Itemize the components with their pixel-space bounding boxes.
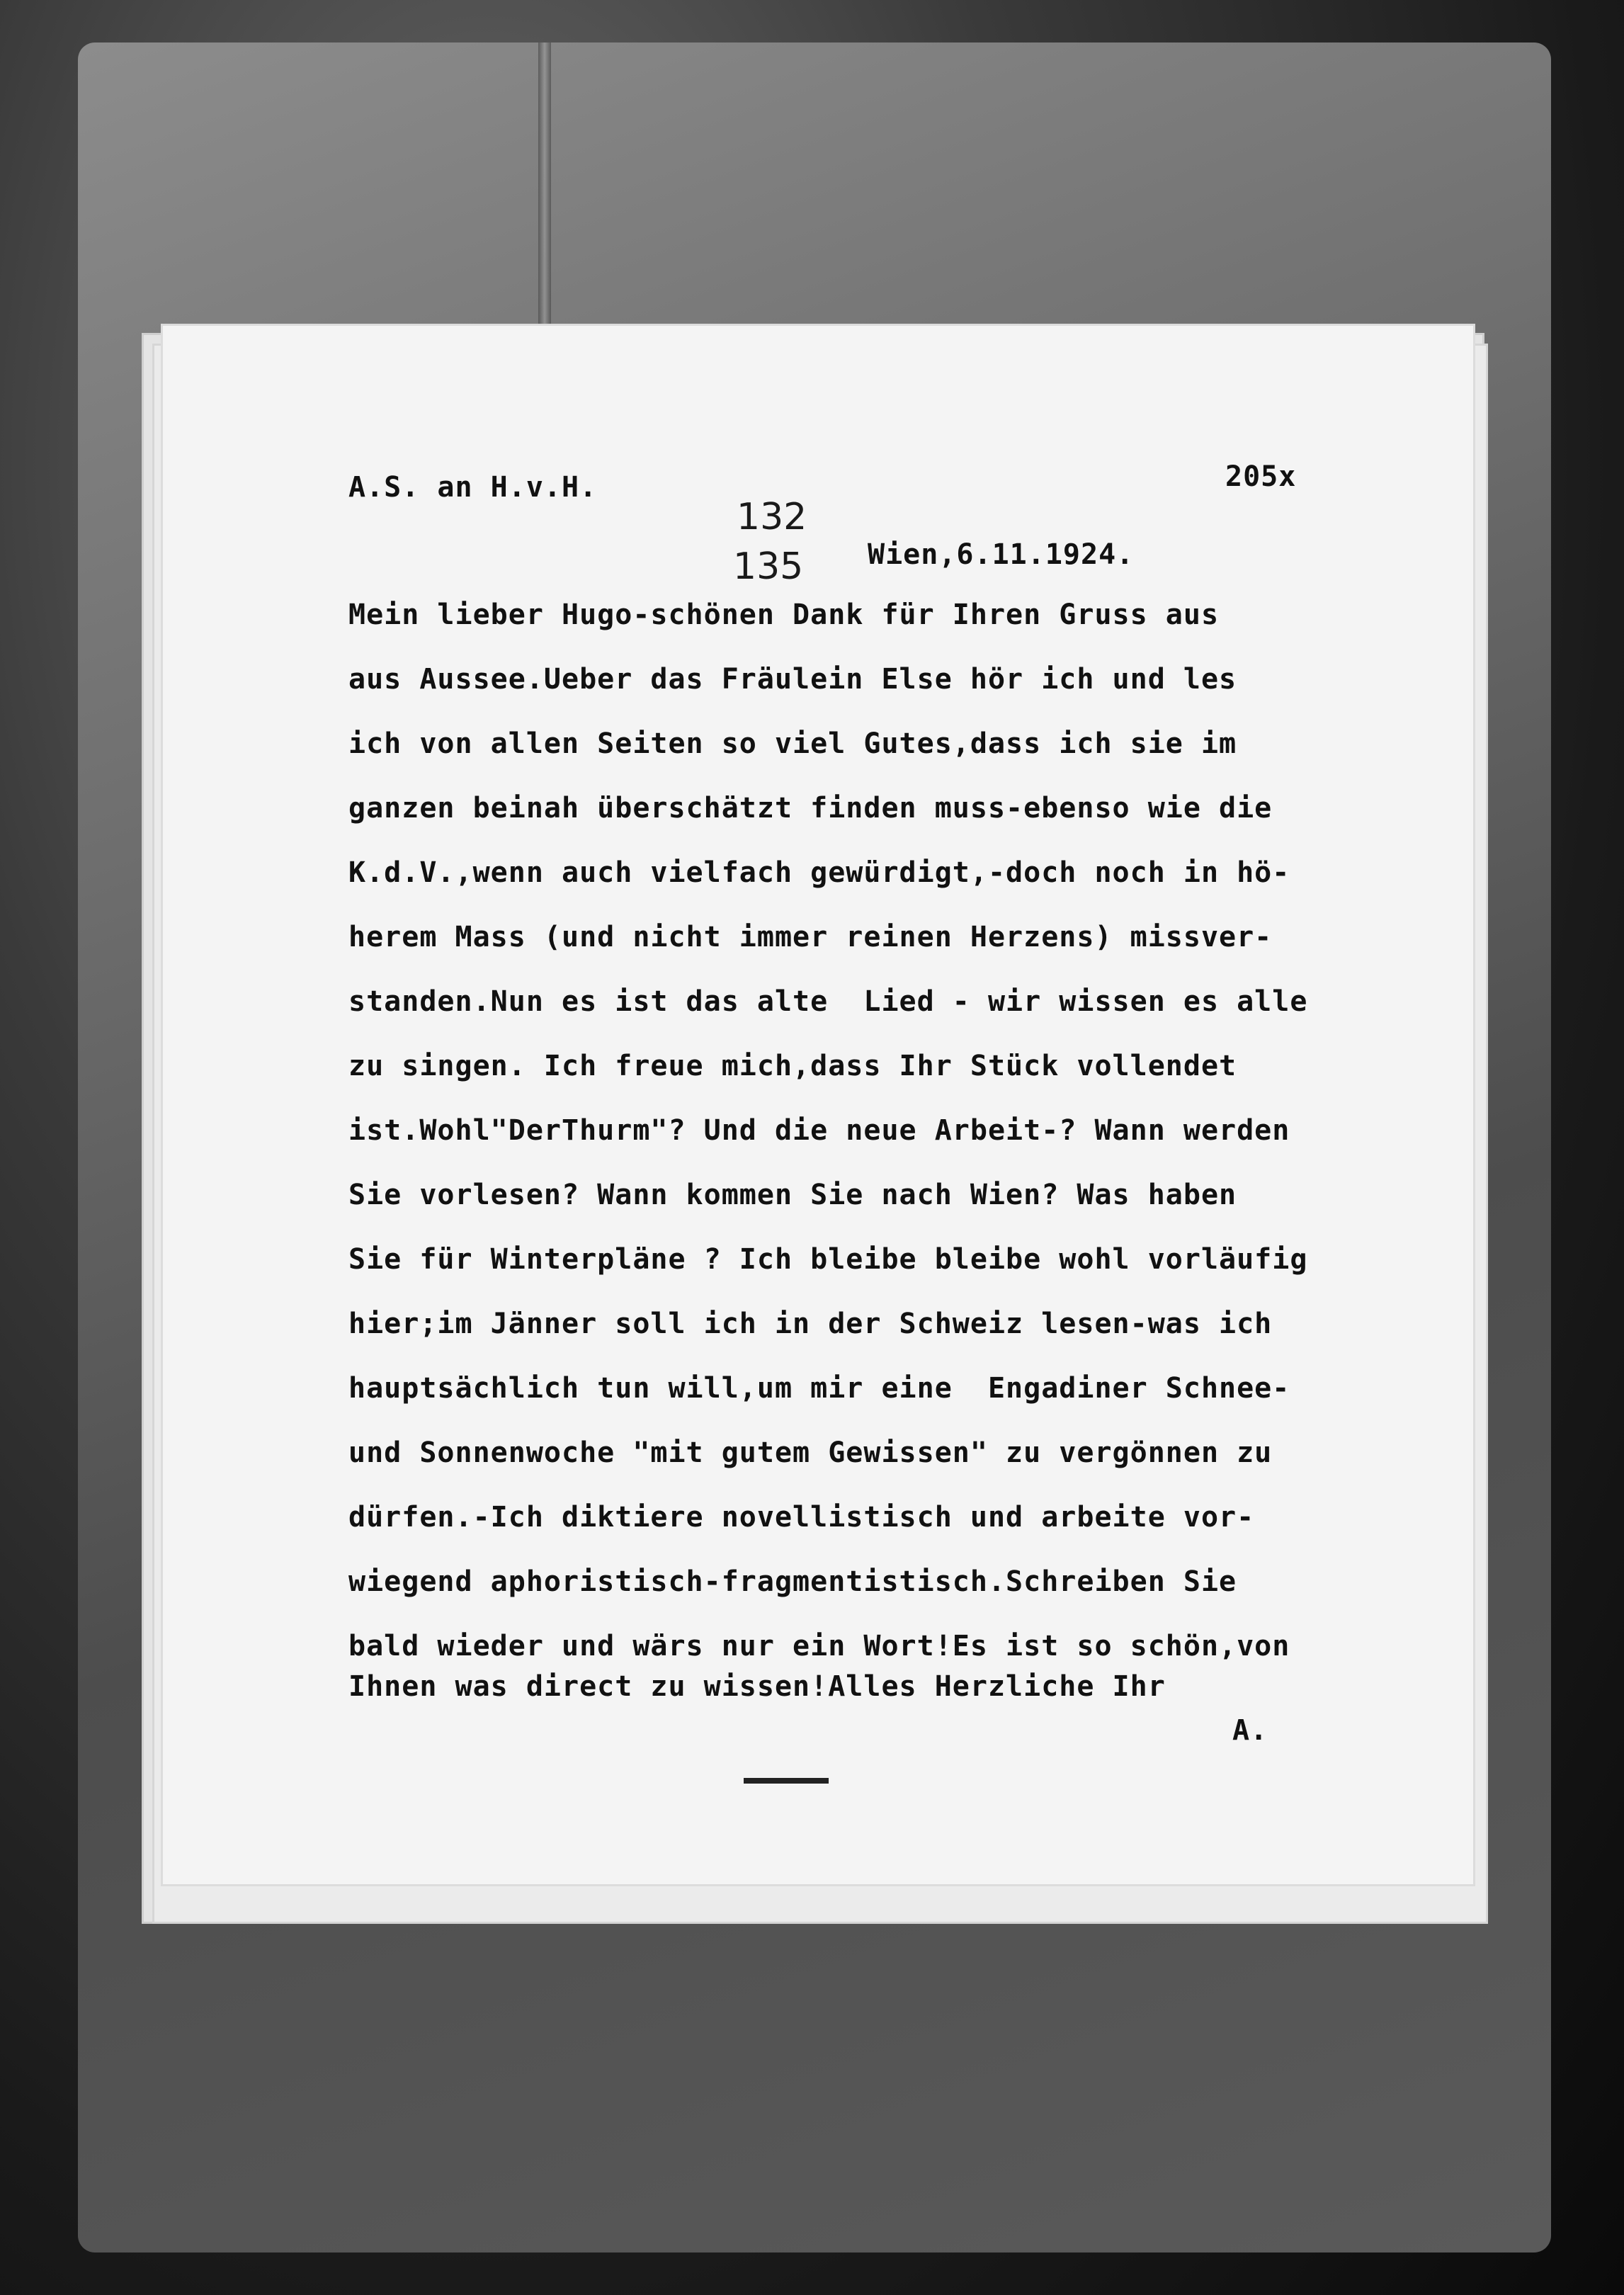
- body-line: und Sonnenwoche "mit gutem Gewissen" zu vergönnen zu: [348, 1436, 1273, 1469]
- body-line: Sie vorlesen? Wann kommen Sie nach Wien? Was haben: [348, 1179, 1237, 1211]
- sender-recipient: A.S. an H.v.H.: [348, 471, 598, 504]
- body-line: Mein lieber Hugo-schönen Dank für Ihren Gruss aus: [348, 599, 1220, 631]
- body-line: standen.Nun es ist das alte Lied - wir wissen es alle: [348, 985, 1308, 1018]
- body-line: aus Aussee.Ueber das Fräulein Else hör ich und les: [348, 663, 1237, 696]
- body-line: ist.Wohl"DerThurm"? Und die neue Arbeit-? Wann werden: [348, 1114, 1290, 1147]
- pencil-number-1: 132: [737, 496, 807, 538]
- body-line: herem Mass (und nicht immer reinen Herzens) missver-: [348, 921, 1273, 953]
- body-line: ich von allen Seiten so viel Gutes,dass ich sie im: [348, 727, 1237, 760]
- body-line: Sie für Winterpläne ? Ich bleibe bleibe wohl vorläufig: [348, 1243, 1308, 1276]
- folio-number: 205x: [1225, 460, 1297, 493]
- pencil-number-2: 135: [733, 545, 804, 588]
- body-line: K.d.V.,wenn auch vielfach gewürdigt,-doch noch in hö-: [348, 856, 1290, 889]
- signature: A.: [1232, 1714, 1268, 1747]
- body-line: bald wieder und wärs nur ein Wort!Es ist so schön,von: [348, 1630, 1290, 1662]
- letter-sheet: [163, 326, 1473, 1884]
- body-line: hauptsächlich tun will,um mir eine Engadiner Schnee-: [348, 1372, 1290, 1405]
- folder-crease: [538, 42, 551, 340]
- body-line: wiegend aphoristisch-fragmentistisch.Schreiben Sie: [348, 1565, 1237, 1598]
- place-date: Wien,6.11.1924.: [868, 538, 1135, 571]
- body-line: zu singen. Ich freue mich,dass Ihr Stück vollendet: [348, 1050, 1237, 1082]
- body-line: dürfen.-Ich diktiere novellistisch und arbeite vor-: [348, 1501, 1255, 1534]
- body-line: Ihnen was direct zu wissen!Alles Herzliche Ihr: [348, 1670, 1166, 1703]
- closing-rule: [744, 1778, 829, 1784]
- body-line: hier;im Jänner soll ich in der Schweiz lesen-was ich: [348, 1308, 1273, 1340]
- body-line: ganzen beinah überschätzt finden muss-ebenso wie die: [348, 792, 1273, 824]
